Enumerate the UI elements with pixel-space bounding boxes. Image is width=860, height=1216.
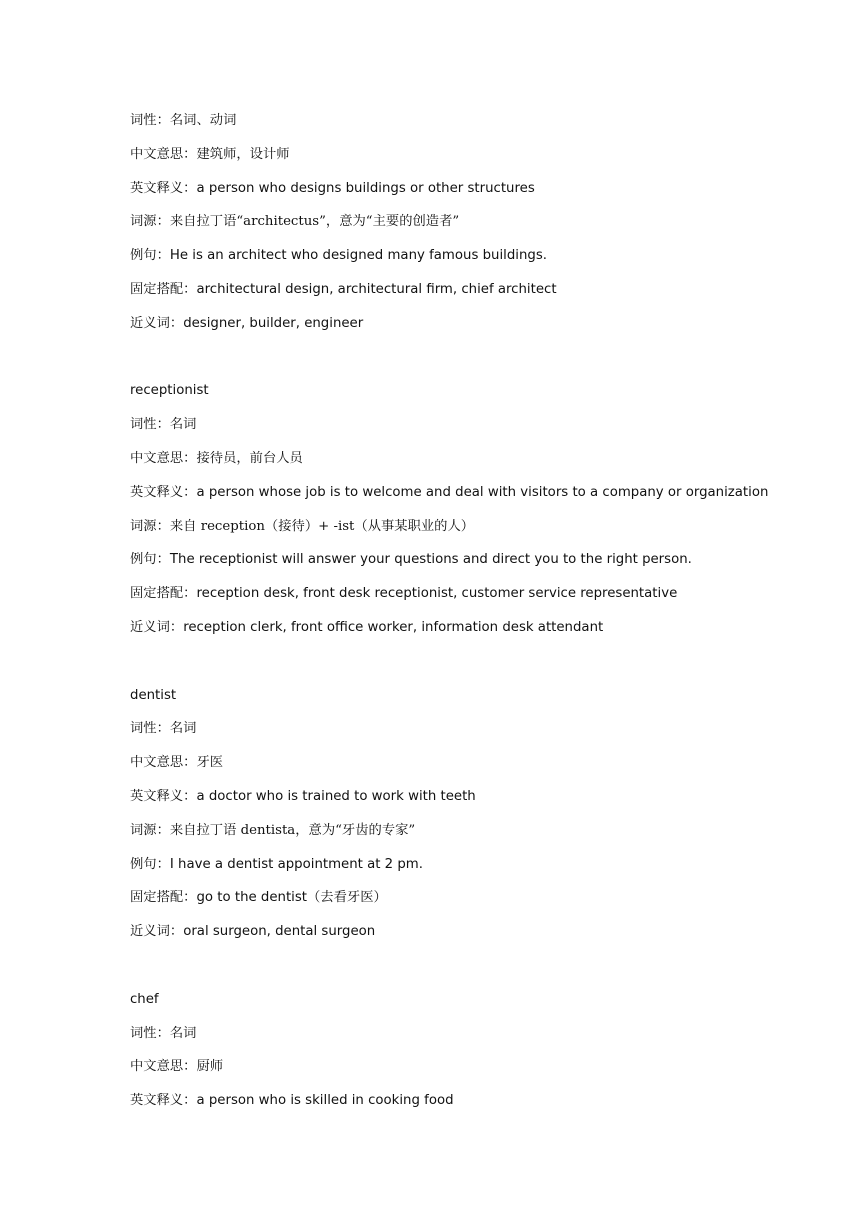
- english-definition-line: 英文释义：a person who is skilled in cooking food: [130, 1093, 454, 1109]
- example-line: 例句：The receptionist will answer your questions and direct you to the right person.: [130, 552, 692, 568]
- headword: dentist: [130, 687, 177, 703]
- entry-chef: [130, 987, 830, 1122]
- collocation-line: 固定搭配：go to the dentist（去看牙医）: [130, 890, 387, 906]
- entry-gap: [130, 345, 830, 379]
- synonym-line: 近义词：reception clerk, front office worker, information desk attendant: [130, 619, 604, 635]
- part-of-speech-line: 词性：名词: [130, 1025, 197, 1041]
- collocation-line: 固定搭配：reception desk, front desk receptionist, customer service representative: [130, 586, 678, 602]
- part-of-speech-line: 词性：名词: [130, 417, 197, 433]
- synonym-line: 近义词：oral surgeon, dental surgeon: [130, 924, 376, 940]
- example-line: 例句：I have a dentist appointment at 2 pm.: [130, 856, 423, 872]
- chinese-meaning-line: 中文意思：建筑师，设计师: [130, 146, 290, 162]
- document-page: [130, 108, 830, 1122]
- english-definition-line: 英文释义：a person who designs buildings or other structures: [130, 180, 535, 196]
- chinese-meaning-line: 中文意思：牙医: [130, 755, 224, 771]
- headword: receptionist: [130, 383, 209, 399]
- part-of-speech-line: 词性：名词: [130, 721, 197, 737]
- entry-gap: [130, 953, 830, 987]
- chinese-meaning-line: 中文意思：接待员，前台人员: [130, 450, 303, 466]
- part-of-speech-line: 词性：名词、动词: [130, 113, 237, 128]
- headword: chef: [130, 991, 159, 1007]
- etymology-line: 词源：来自 reception（接待）+ -ist（从事某职业的人）: [130, 518, 475, 534]
- etymology-line: 词源：来自拉丁语 dentista，意为“牙齿的专家”: [130, 822, 416, 838]
- english-definition-line: 英文释义：a doctor who is trained to work with teeth: [130, 788, 476, 804]
- entry-gap: [130, 649, 830, 683]
- english-definition-line: 英文释义：a person whose job is to welcome and deal with visitors to a company or organization: [130, 484, 769, 500]
- chinese-meaning-line: 中文意思：厨师: [130, 1059, 224, 1075]
- entry-dentist: [130, 683, 830, 953]
- entry-receptionist: [130, 378, 830, 648]
- entry-architect: [130, 108, 830, 345]
- etymology-line: 词源：来自拉丁语“architectus”，意为“主要的创造者”: [130, 214, 460, 230]
- example-line: 例句：He is an architect who designed many famous buildings.: [130, 248, 548, 264]
- collocation-line: 固定搭配：architectural design, architectural firm, chief architect: [130, 281, 557, 297]
- synonym-line: 近义词：designer, builder, engineer: [130, 315, 364, 331]
